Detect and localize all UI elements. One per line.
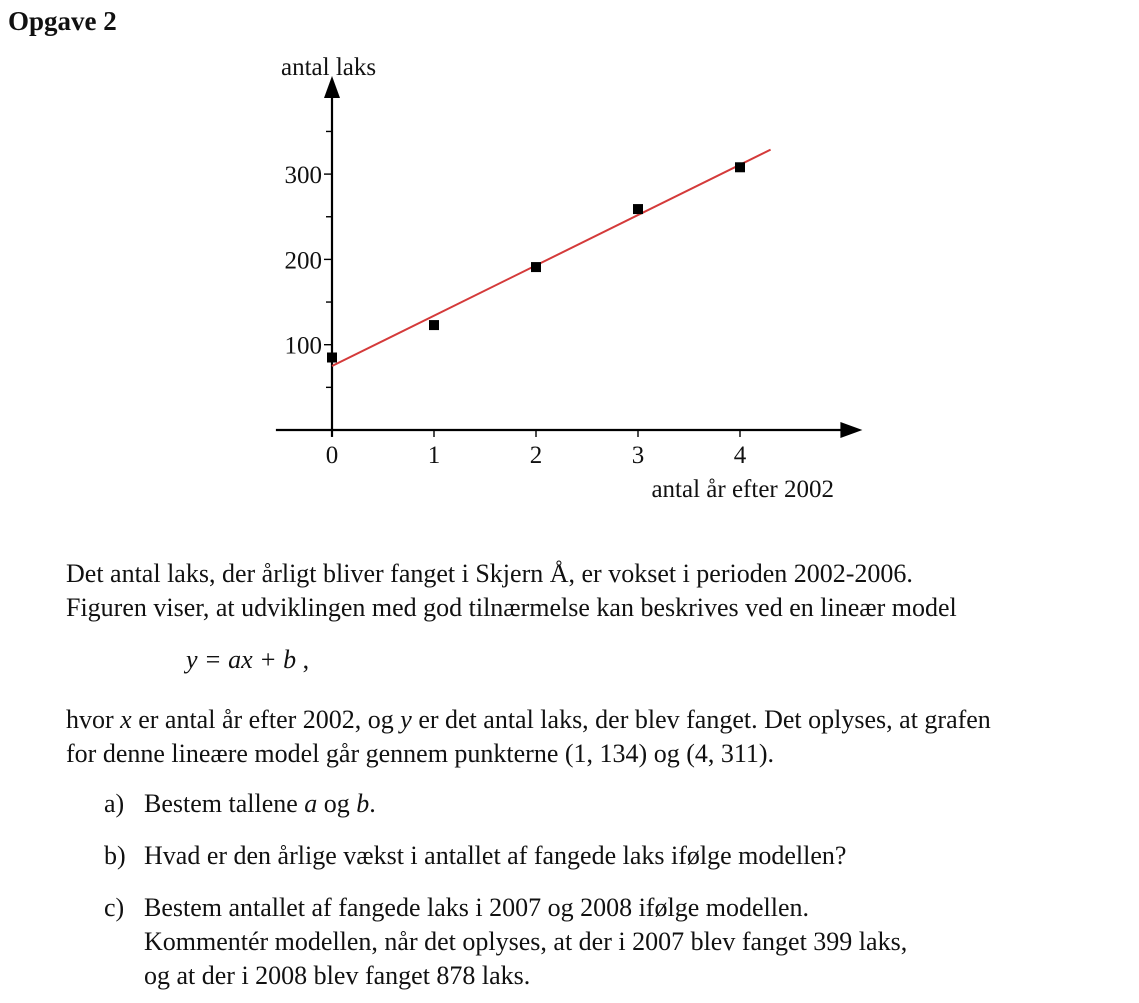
question-b [104,839,846,873]
x-tick-label: 1 [427,442,441,469]
data-point [531,262,541,272]
x-tick-label: 4 [733,442,747,469]
question-a-label: a) [104,789,125,818]
explanation-text-a: hvor [66,705,121,734]
model-equation [186,645,309,675]
question-a [104,787,376,821]
question-a-text-3: . [369,789,376,818]
question-c [104,891,907,993]
y-tick-label: 200 [284,247,322,275]
x-tick-label: 2 [529,442,543,469]
question-c-line-1: Bestem antallet af fangede laks i 2007 og 2008 ifølge modellen. [144,893,809,922]
var-b: b [356,789,370,818]
x-axis-title: antal år efter 2002 [651,476,834,503]
question-a-text-1: Bestem tallene [144,789,305,818]
intro-line-1: Det antal laks, der årligt bliver fanget i Skjern Å, er vokset i perioden 2002-2006. [66,559,913,588]
x-tick-label: 0 [325,442,339,469]
var-a: a [304,789,318,818]
equation-suffix: , [296,645,310,674]
explanation-line-2: for denne lineære model går gennem punkterne (1, 134) og (4, 311). [66,739,775,768]
question-c-line-2: Kommentér modellen, når det oplyses, at der i 2007 blev fanget 399 laks, [144,927,908,956]
y-axis-title: antal laks [281,54,377,81]
question-c-text [144,891,907,993]
y-tick-label: 300 [284,162,322,190]
var-x: x [120,705,132,734]
explanation-text-b: er antal år efter 2002, og [131,705,401,734]
model-line [332,150,771,366]
question-c-label: c) [104,893,125,922]
intro-line-2: Figuren viser, at udviklingen med god tilnærmelse kan beskrives ved en lineær model [66,593,957,622]
data-point [429,320,439,330]
task-heading: Opgave 2 [8,6,117,36]
equation-formula: y = ax + b [186,645,297,674]
data-point [633,204,643,214]
question-c-line-3: og at der i 2008 blev fanget 878 laks. [144,961,531,990]
data-point [735,162,745,172]
var-y: y [400,705,412,734]
x-tick-label: 3 [631,442,645,469]
data-point [327,352,337,362]
x-axis-arrow [840,422,862,438]
question-b-text: Hvad er den årlige vækst i antallet af fangede laks ifølge modellen? [144,841,847,870]
question-a-text-2: og [317,789,357,818]
question-b-label: b) [104,841,126,870]
question-a-text [144,787,376,821]
y-tick-label: 100 [284,332,322,360]
explanation-text-c: er det antal laks, der blev fanget. Det oplyses, at grafen [411,705,991,734]
explanation-line-1 [66,703,991,737]
